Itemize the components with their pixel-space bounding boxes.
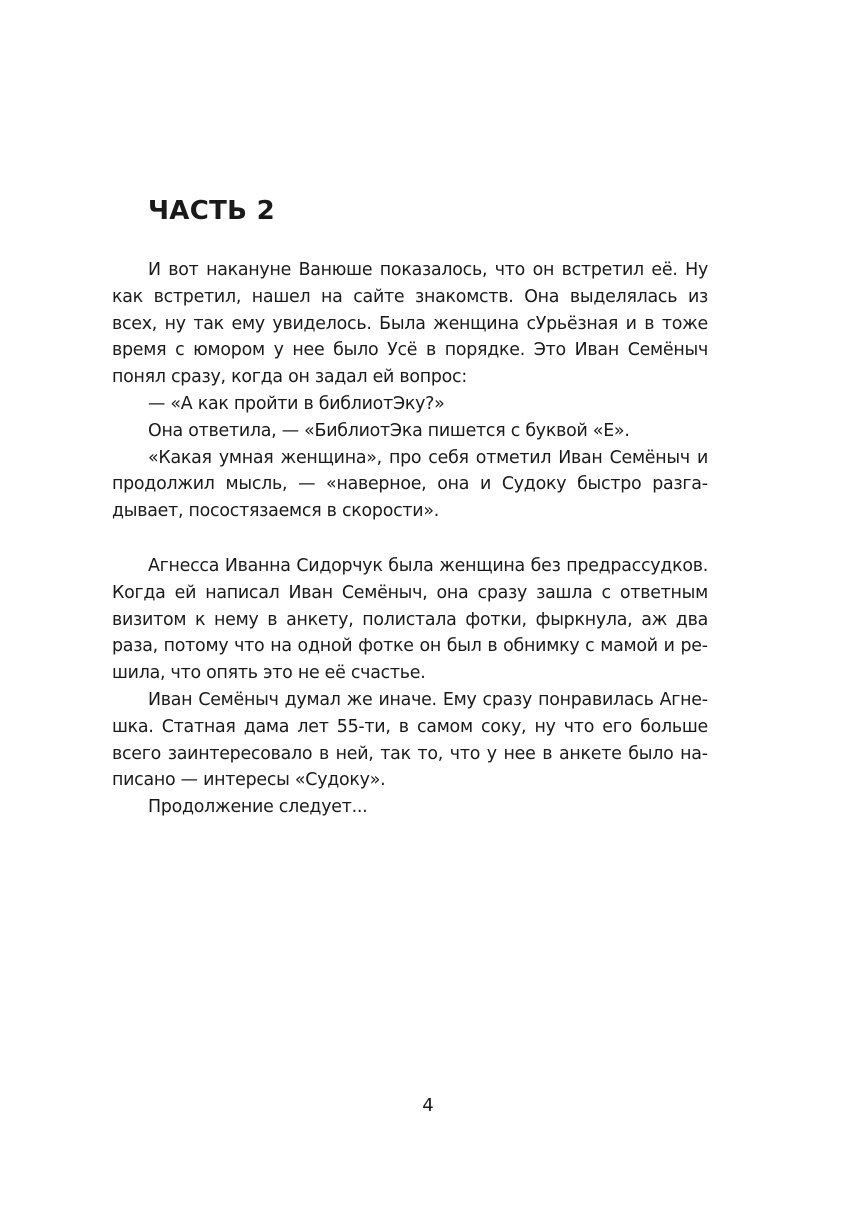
paragraph: И вот накануне Ванюше показалось, что он встретил её. Ну как встретил, нашел на сайте знакомств. Она выделялась из всех, ну так ему увиделось. Была женщина сУрьёзная и в тоже время с юмором у нее было Усё в порядке. Это Иван Семёныч понял сразу, когда он задал ей вопрос: bbox=[112, 260, 708, 388]
paragraph: Продолжение следует... bbox=[148, 797, 368, 818]
paragraph: Агнесса Иванна Сидорчук была женщина без предрассудков. Когда ей написал Иван Семёныч, она сразу зашла с ответным визитом к нему в анкету, полистала фотки, фыркнула, аж два раза, потому что на одной фотке он был в обнимку с мамой и решила, что опять это не её счастье. bbox=[112, 556, 708, 684]
paragraph: Она ответила, — «БиблиотЭка пишется с буквой «Е». bbox=[148, 420, 630, 441]
paragraph: Иван Семёныч думал же иначе. Ему сразу понравилась Агнешка. Статная дама лет 55-ти, в самом соку, ну что его больше всего заинтересовало в ней, так то, что у нее в анкете было написано — интересы «Судоку». bbox=[112, 689, 708, 791]
paragraph: — «А как пройти в библиотЭку?» bbox=[148, 393, 445, 414]
text-block-second bbox=[112, 553, 708, 821]
paragraph: «Какая умная женщина», про себя отметил Иван Семёныч и продолжил мысль, — «наверное, она и Судоку быстро разгадывает, посостязаемся в скорости». bbox=[112, 447, 708, 522]
page-number: 4 bbox=[422, 1095, 434, 1116]
chapter-heading: ЧАСТЬ 2 bbox=[148, 196, 276, 226]
text-block-first bbox=[112, 257, 708, 525]
